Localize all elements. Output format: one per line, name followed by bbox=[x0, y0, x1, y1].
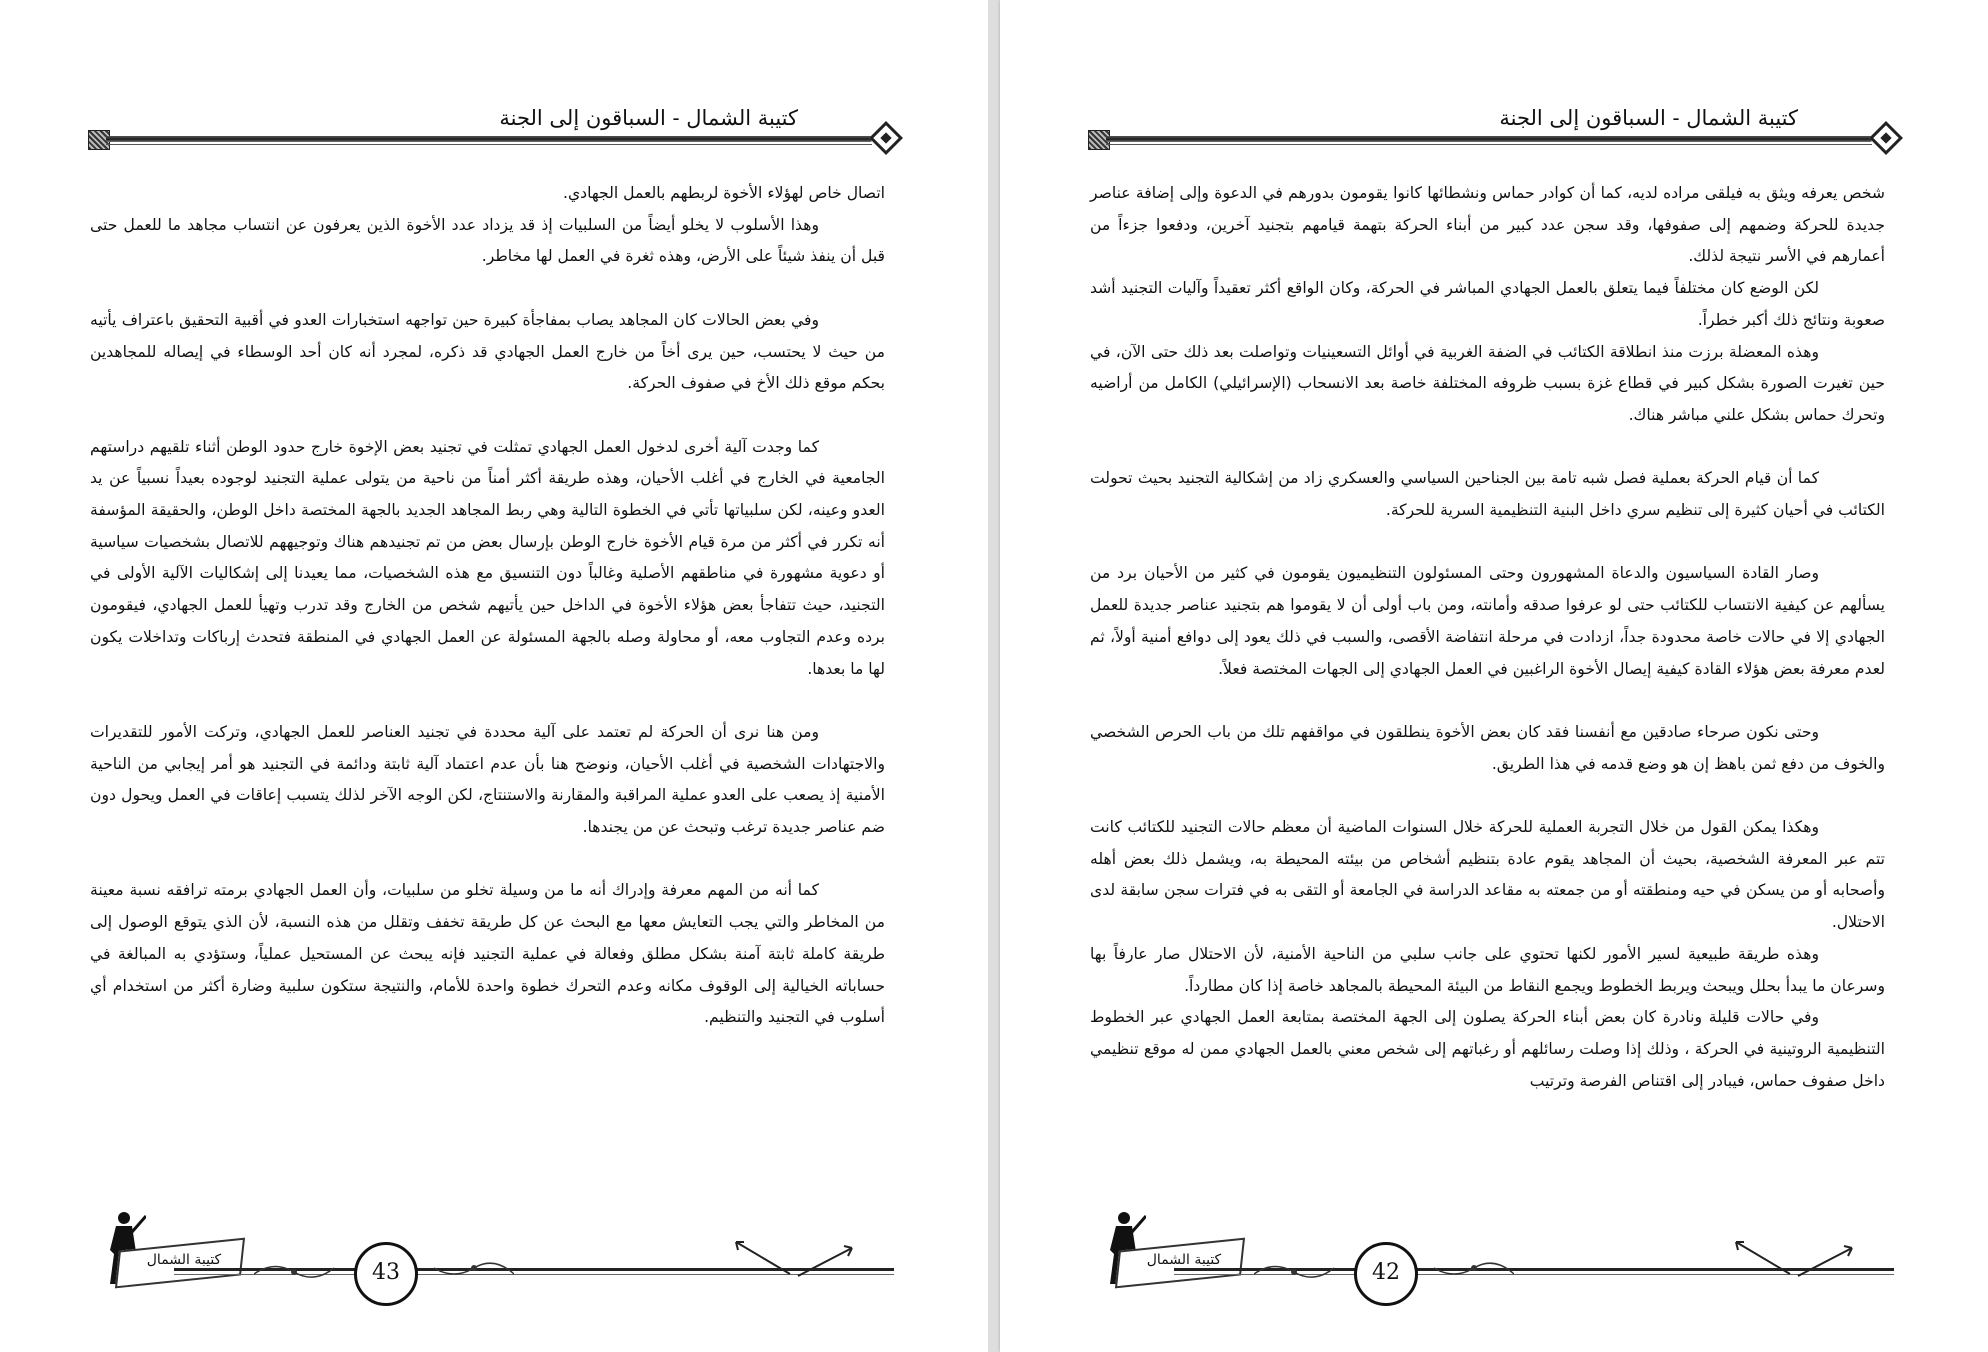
paragraph-gap bbox=[90, 844, 885, 876]
paragraph: وفي بعض الحالات كان المجاهد يصاب بمفاجأة كبيرة حين تواجهه استخبارات العدو في أقبية التحقيق باعتراف يأتيه من حيث لا يحتسب، حين يرى أخاً من خارج العمل الجهادي قد ذكره، لمجرد أنه كان أحد الوسطاء في إيصاله للمجاهدين بحكم موقع ذلك الأخ في صفوف الحركة. bbox=[90, 310, 885, 393]
paragraph: وهذه طريقة طبيعية لسير الأمور لكنها تحتوي على جانب سلبي من الناحية الأمنية، لأن الاحتلال صار عارفاً بها وسرعان ما يبدأ بحلل ويبحث ويربط الخطوط ويجمع النقاط من البيئة المحيطة بالمجاهد خاصة إذا كان مطارداً. bbox=[1090, 944, 1885, 995]
paragraph: وفي حالات قليلة ونادرة كان بعض أبناء الحركة يصلون إلى الجهة المختصة بمتابعة العمل الجهادي عبر الخطوط التنظيمية الروتينية في الحركة ، وذلك إذا وصلت رسائلهم أو رغباتهم إلى شخص معني بالعمل الجهادي ممن له موقع تنظيمي داخل صفوف حماس، فيبادر إلى اقتناص الفرصة وترتيب bbox=[1090, 1008, 1885, 1090]
paragraph: وصار القادة السياسيون والدعاة المشهورون وحتى المسئولون التنظيميون يقومون في كثير من الأحيان برد من يسألهم عن كيفية الانتساب للكتائب حتى لو عرفوا صدقه وأمانته، ومن باب أولى أن لا يقوموا هم بتجنيد عناصر جديدة للعمل الجهادي إلا في حالات خاصة محدودة جداً، ازدادت في مرحلة انتفاضة الأقصى، والسبب في ذلك يعود إلى دوافع أمنية أولاً، ثم لعدم معرفة بعض هؤلاء القادة كيفية إيصال الأخوة الراغبين في العمل الجهادي إلى الجهات المختصة فعلاً. bbox=[1090, 564, 1885, 678]
paragraph-gap bbox=[1090, 527, 1885, 559]
paragraph-gap bbox=[1090, 432, 1885, 464]
vine-ornament-icon bbox=[1254, 1260, 1334, 1280]
paragraph: وهذه المعضلة برزت منذ انطلاقة الكتائب في الضفة الغربية في أوائل التسعينيات وتواصلت بعد ذلك حتى الآن، في حين تغيرت الصورة بشكل كبير في قطاع غزة بسبب ظروفه المختلفة خاصة بعد الانسحاب (الإسرائيلي) الكامل من أراضيه وتحرك حماس بشكل علني مباشر هناك. bbox=[1090, 342, 1885, 424]
paragraph: وهكذا يمكن القول من خلال التجربة العملية للحركة خلال السنوات الماضية أن معظم حالات التجنيد للكتائب كانت تتم عبر المعرفة الشخصية، بحيث أن المجاهد يقوم عادة بتنظيم أشخاص من بيئته المحيطة به، ويشمل ذلك بعض أهله وأصحابه أو من يسكن في حيه ومنطقته أو من جمعته به مقاعد الدراسة في الجامعة أو التقى به في فترات سجن سابقة لدى الاحتلال. bbox=[1090, 818, 1885, 932]
paragraph: لكن الوضع كان مختلفاً فيما يتعلق بالعمل الجهادي المباشر في الحركة، وكان الواقع أكثر تعقيداً وآليات التجنيد أشد صعوبة ونتائج ذلك أكبر خطراً. bbox=[1090, 279, 1885, 329]
paragraph-gap bbox=[1090, 685, 1885, 717]
paragraph-gap bbox=[1090, 780, 1885, 812]
paragraph-gap bbox=[90, 273, 885, 305]
header-rule bbox=[106, 136, 872, 142]
arrow-ornament-icon bbox=[1794, 1238, 1854, 1278]
paragraph: كما وجدت آلية أخرى لدخول العمل الجهادي تمثلت في تجنيد بعض الإخوة خارج حدود الوطن أثناء تلقيهم دراستهم الجامعية في الخارج في أغلب الأحيان، وهذه طريقة أكثر أمناً من ناحية من يتولى عملية التجنيد لوجوده بعيداً نسبياً عن يد العدو وعينه، لكن سلبياتها تأتي في الخطوة التالية وهي ربط المجاهد الجديد بالجهة المختصة داخل الوطن، والحقيقة المؤسفة أنه تكرر في أكثر من مرة قيام الأخوة خارج الوطن بإرسال بعض من تم تجنيدهم هناك وتوجيههم للاتصال بشخصيات سياسية أو دعوية مشهورة في مناطقهم الأصلية وغالباً دون التنسيق مع هذه الشخصيات، مما يعيدنا إلى إشكاليات الآلية الأولى في التجنيد، حيث تتفاجأ بعض هؤلاء الأخوة في الداخل حين يأتيهم شخص من الخارج وقد تدرب وتهيأ للعمل الجهادي، فيقومون برده وعدم التجاوب معه، أو محاولة وصله بالجهة المسئولة عن العمل الجهادي في المنطقة فتحدث إرباكات وتداخلات يكون لها ما بعدها. bbox=[90, 437, 885, 678]
right-page-body bbox=[1090, 178, 1885, 1097]
running-title: كتيبة الشمال - السباقون إلى الجنة bbox=[1499, 106, 1798, 130]
paragraph: كما أنه من المهم معرفة وإدراك أنه ما من وسيلة تخلو من سلبيات، وأن العمل الجهادي برمته ترافقه نسبة معينة من المخاطر والتي يجب التعايش معها مع البحث عن كل طريقة تخفف وتقلل من هذه النسبة، لأن الذي يتوقع الوصول إلى طريقة كاملة ثابتة آمنة بشكل مطلق وفعالة في عملية التجنيد فإنه يبحث عن المستحيل عملياً، وستؤدي به المبالغة في حساباته الخيالية إلى الوقوف مكانه وعدم التحرك خطوة واحدة للأمام، والنتيجة ستكون سلبية وضارة أكثر من استخدام أي أسلوب في التجنيد والتنظيم. bbox=[90, 881, 885, 1027]
vine-ornament-icon bbox=[254, 1260, 334, 1280]
diamond-ornament-icon bbox=[1869, 121, 1903, 155]
paragraph-gap bbox=[90, 685, 885, 717]
left-page-body bbox=[90, 178, 885, 1034]
right-page-footer bbox=[1094, 1188, 1894, 1308]
paragraph-gap bbox=[90, 400, 885, 432]
footer-ribbon-label: كتيبة الشمال bbox=[1146, 1252, 1222, 1268]
paragraph: كما أن قيام الحركة بعملية فصل شبه تامة بين الجناحين السياسي والعسكري زاد من إشكالية التجنيد بحيث تحولت الكتائب في أحيان كثيرة إلى تنظيم سري داخل البنية التنظيمية السرية للحركة. bbox=[1090, 469, 1885, 520]
paragraph: اتصال خاص لهؤلاء الأخوة لربطهم بالعمل الجهادي. bbox=[562, 184, 885, 202]
vine-ornament-icon bbox=[434, 1260, 514, 1280]
arrow-ornament-icon bbox=[734, 1238, 794, 1278]
arrow-ornament-icon bbox=[1734, 1238, 1794, 1278]
footer-ribbon-label: كتيبة الشمال bbox=[146, 1252, 222, 1268]
paragraph: شخص يعرفه ويثق به فيلقى مراده لديه، كما أن كوادر حماس ونشطائها كانوا يقومون بدورهم في الدعوة وإلى إضافة عناصر جديدة للحركة وضمهم إلى صفوفها، وقد سجن عدد كبير من أبناء الحركة بتهمة قيامهم بتجنيد آخرين، ودفعوا جزءاً من أعمارهم في الأسر نتيجة لذلك. bbox=[1090, 184, 1885, 266]
paragraph: وحتى نكون صرحاء صادقين مع أنفسنا فقد كان بعض الأخوة ينطلقون في مواقفهم تلك من باب الحرص الشخصي والخوف من دفع ثمن باهظ إن هو وضع قدمه في هذا الطريق. bbox=[1090, 722, 1885, 773]
header-rule bbox=[1106, 136, 1872, 142]
paragraph: ومن هنا نرى أن الحركة لم تعتمد على آلية محددة في تجنيد العناصر للعمل الجهادي، وتركت الأمور للتقديرات والاجتهادات الشخصية في أغلب الأحيان، ونوضح هنا بأن عدم اعتماد آلية ثابتة ودائمة في التجنيد هو أمر إيجابي من الناحية الأمنية إذ يصعب على العدو عملية المراقبة والمقارنة والاستنتاج، لكن الوجه الآخر لذلك يتسبب إعاقات في العمل ويحول دون ضم عناصر جديدة ترغب وتبحث عن من يجندها. bbox=[90, 722, 885, 837]
left-page-footer bbox=[94, 1188, 894, 1308]
diamond-ornament-icon bbox=[869, 121, 903, 155]
page-number: 43 bbox=[354, 1242, 418, 1306]
left-page-header bbox=[88, 100, 898, 150]
page-number: 42 bbox=[1354, 1242, 1418, 1306]
right-page bbox=[1000, 0, 1988, 1352]
arrow-ornament-icon bbox=[794, 1238, 854, 1278]
right-page-header bbox=[1088, 100, 1898, 150]
header-rule-thin bbox=[1106, 144, 1872, 145]
running-title: كتيبة الشمال - السباقون إلى الجنة bbox=[499, 106, 798, 130]
left-page bbox=[0, 0, 988, 1352]
paragraph: وهذا الأسلوب لا يخلو أيضاً من السلبيات إذ قد يزداد عدد الأخوة الذين يعرفون عن انتساب مجاهد ما للعمل حتى قبل أن ينفذ شيئاً على الأرض، وهذه ثغرة في العمل لها مخاطر. bbox=[90, 215, 885, 266]
page-gutter bbox=[988, 0, 1000, 1352]
vine-ornament-icon bbox=[1434, 1260, 1514, 1280]
header-rule-thin bbox=[106, 144, 872, 145]
